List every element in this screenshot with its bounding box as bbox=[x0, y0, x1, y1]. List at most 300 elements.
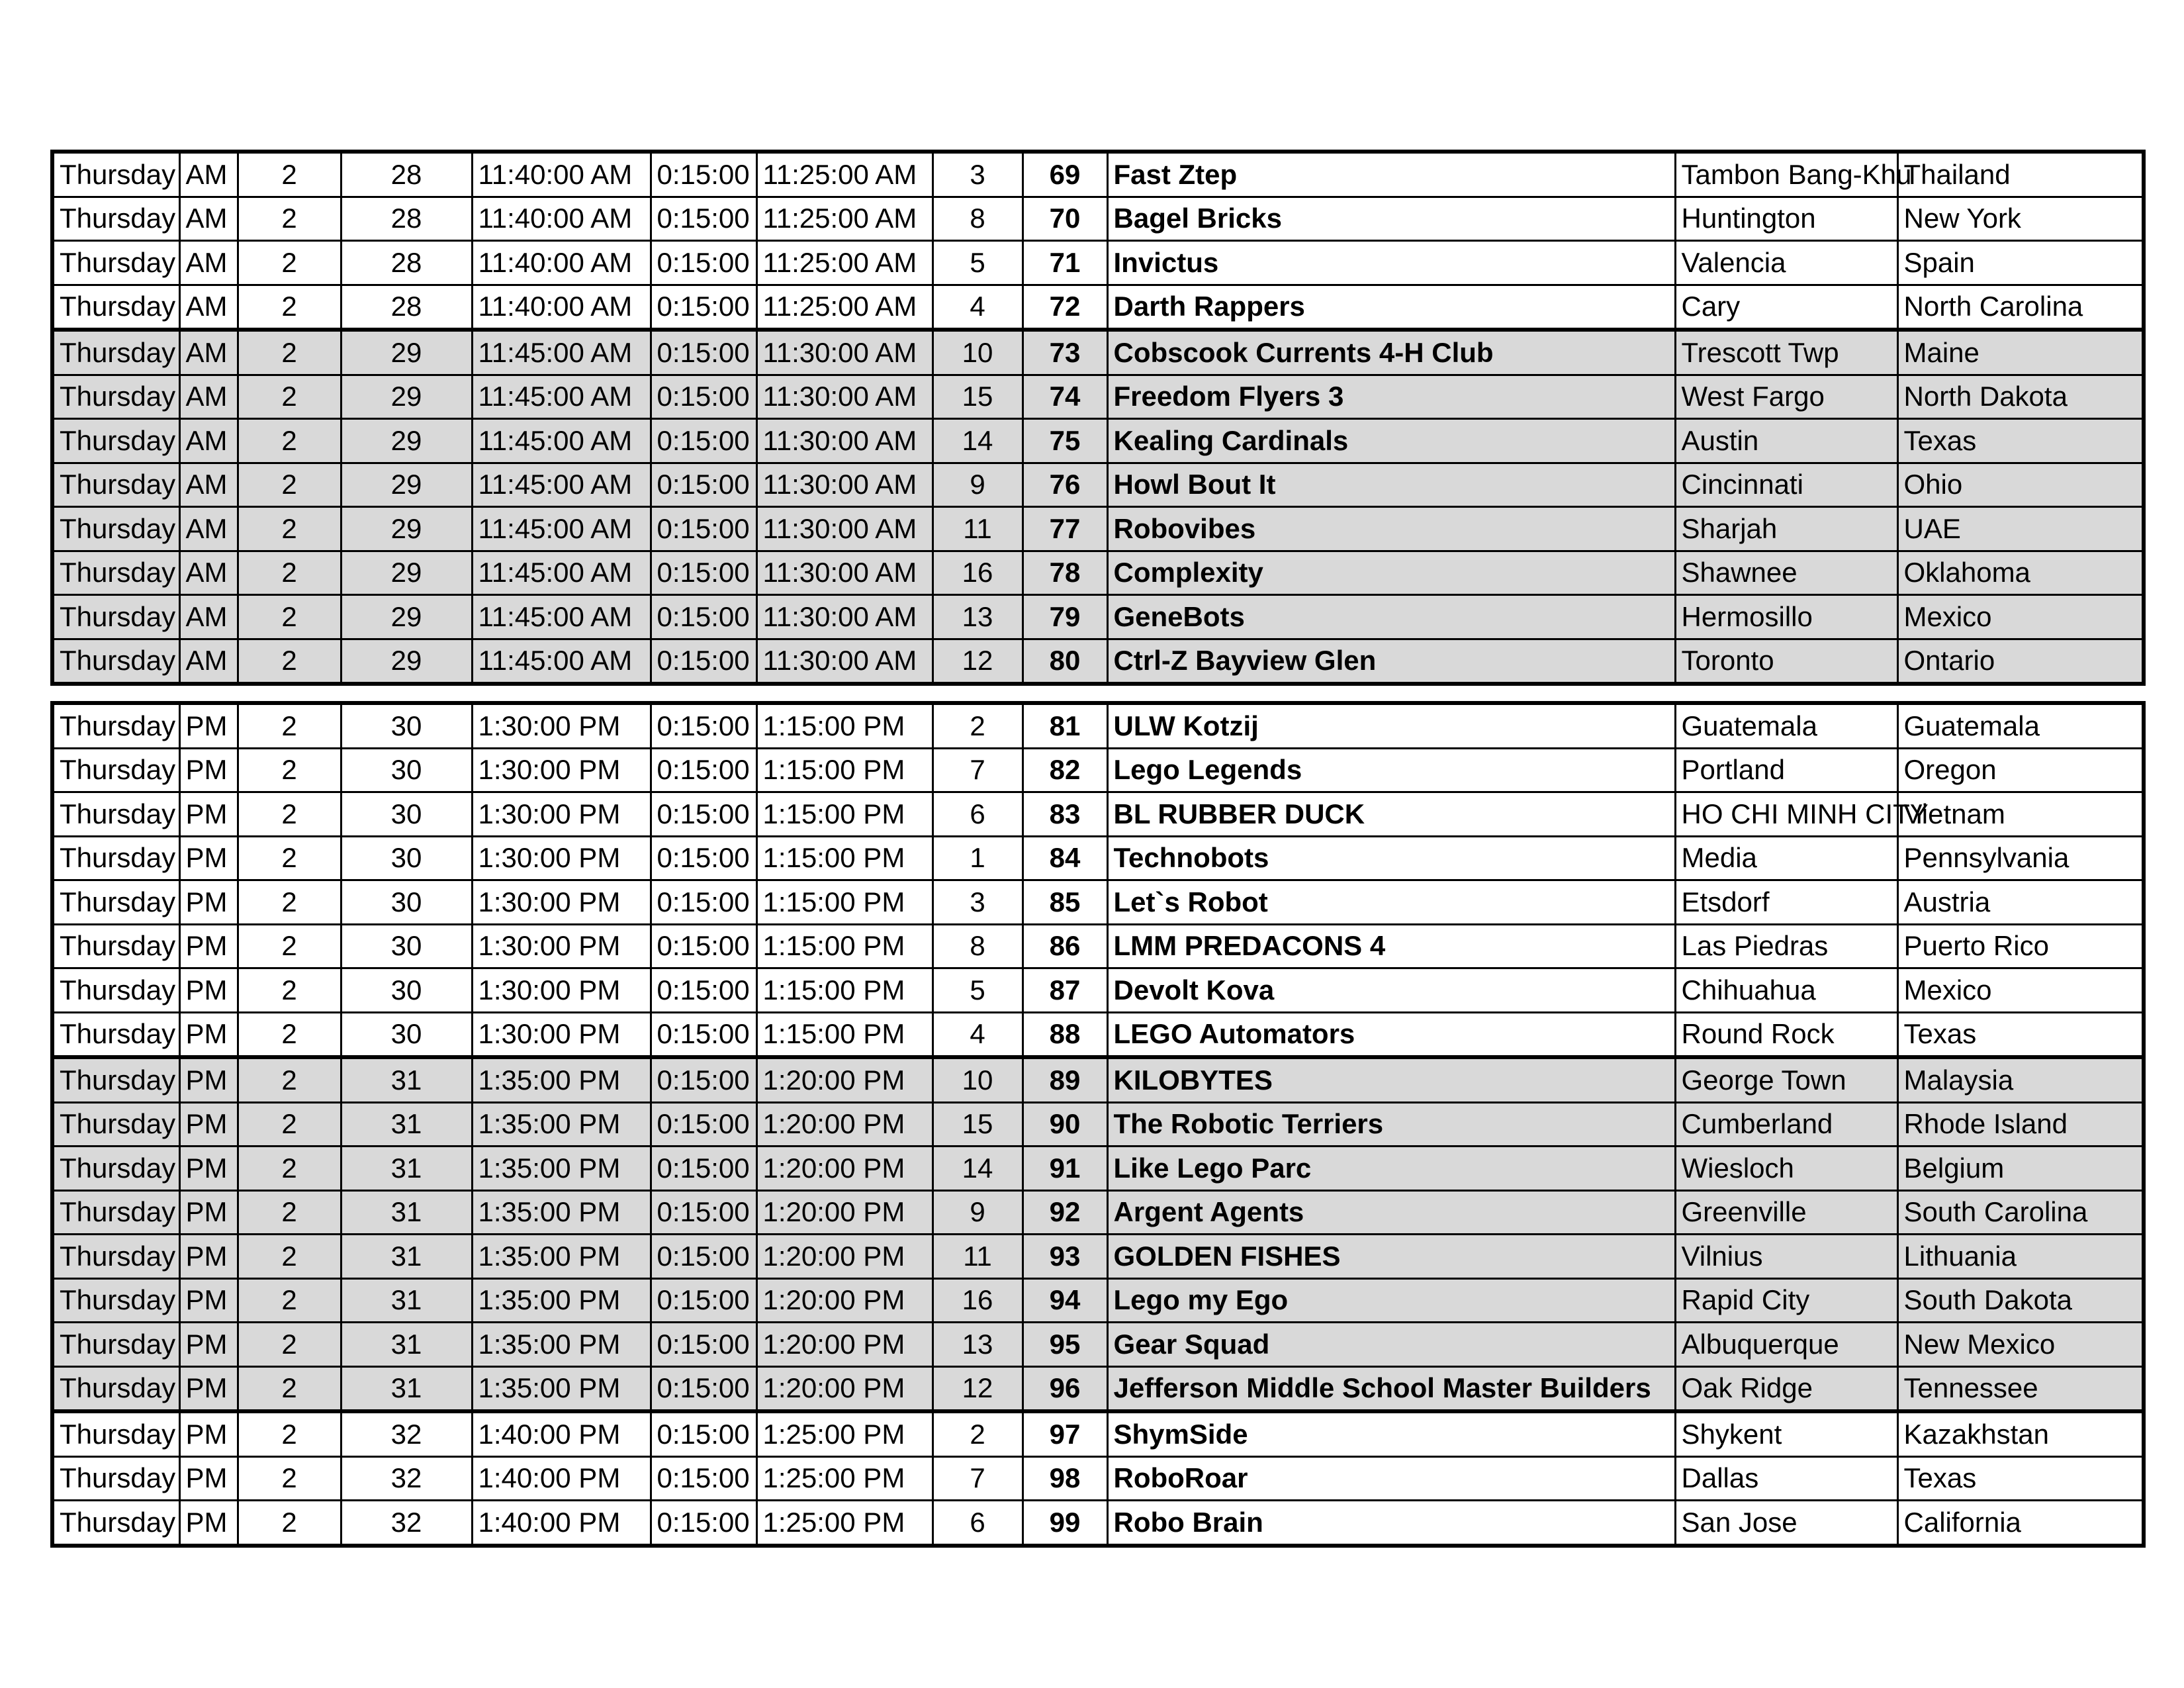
match-number-cell: 94 bbox=[1023, 1278, 1107, 1323]
team-name-cell: The Robotic Terriers bbox=[1107, 1102, 1675, 1147]
region-cell: Mexico bbox=[1897, 968, 2144, 1013]
time-cell: 1:35:00 PM bbox=[472, 1323, 651, 1367]
round-cell: 2 bbox=[238, 1190, 341, 1235]
duration-cell: 0:15:00 bbox=[651, 1235, 756, 1279]
start-cell: 11:25:00 AM bbox=[756, 152, 933, 197]
session-cell: AM bbox=[179, 639, 238, 684]
table-row bbox=[52, 1366, 2144, 1411]
city-cell: Shykent bbox=[1675, 1411, 1897, 1456]
city-cell: West Fargo bbox=[1675, 375, 1897, 419]
start-cell: 1:20:00 PM bbox=[756, 1190, 933, 1235]
round-cell: 2 bbox=[238, 924, 341, 968]
duration-cell: 0:15:00 bbox=[651, 792, 756, 837]
start-cell: 1:15:00 PM bbox=[756, 968, 933, 1013]
region-cell: Pennsylvania bbox=[1897, 836, 2144, 880]
table-cell: 7 bbox=[933, 1456, 1023, 1501]
city-cell: HO CHI MINH CITY bbox=[1675, 792, 1897, 837]
match-number-cell: 76 bbox=[1023, 463, 1107, 507]
table-row bbox=[52, 1323, 2144, 1367]
table-row bbox=[52, 197, 2144, 241]
table-cell: 3 bbox=[933, 880, 1023, 925]
match-number-cell: 91 bbox=[1023, 1147, 1107, 1191]
city-cell: Media bbox=[1675, 836, 1897, 880]
session-cell: PM bbox=[179, 1147, 238, 1191]
team-name-cell: Like Lego Parc bbox=[1107, 1147, 1675, 1191]
table-cell: 8 bbox=[933, 924, 1023, 968]
match-number-cell: 84 bbox=[1023, 836, 1107, 880]
table-row bbox=[52, 1102, 2144, 1147]
slot-cell: 30 bbox=[341, 748, 472, 792]
match-number-cell: 79 bbox=[1023, 595, 1107, 639]
city-cell: Cary bbox=[1675, 285, 1897, 330]
session-cell: PM bbox=[179, 1456, 238, 1501]
slot-cell: 31 bbox=[341, 1102, 472, 1147]
slot-cell: 28 bbox=[341, 241, 472, 285]
start-cell: 11:25:00 AM bbox=[756, 241, 933, 285]
session-cell: PM bbox=[179, 1501, 238, 1546]
duration-cell: 0:15:00 bbox=[651, 507, 756, 551]
round-cell: 2 bbox=[238, 197, 341, 241]
slot-cell: 29 bbox=[341, 330, 472, 375]
time-cell: 11:45:00 AM bbox=[472, 507, 651, 551]
round-cell: 2 bbox=[238, 1501, 341, 1546]
match-number-cell: 88 bbox=[1023, 1012, 1107, 1057]
table-cell: 13 bbox=[933, 595, 1023, 639]
table-cell: 16 bbox=[933, 1278, 1023, 1323]
city-cell: Trescott Twp bbox=[1675, 330, 1897, 375]
session-cell: PM bbox=[179, 1012, 238, 1057]
day-cell: Thursday bbox=[52, 1147, 179, 1191]
team-name-cell: Kealing Cardinals bbox=[1107, 419, 1675, 463]
slot-cell: 30 bbox=[341, 703, 472, 748]
day-cell: Thursday bbox=[52, 507, 179, 551]
table-row bbox=[52, 968, 2144, 1013]
slot-cell: 30 bbox=[341, 1012, 472, 1057]
match-number-cell: 81 bbox=[1023, 703, 1107, 748]
city-cell: Wiesloch bbox=[1675, 1147, 1897, 1191]
city-cell: Portland bbox=[1675, 748, 1897, 792]
time-cell: 1:40:00 PM bbox=[472, 1456, 651, 1501]
duration-cell: 0:15:00 bbox=[651, 152, 756, 197]
table-row bbox=[52, 748, 2144, 792]
table-cell: 14 bbox=[933, 419, 1023, 463]
team-name-cell: Argent Agents bbox=[1107, 1190, 1675, 1235]
region-cell: Maine bbox=[1897, 330, 2144, 375]
day-cell: Thursday bbox=[52, 1235, 179, 1279]
day-cell: Thursday bbox=[52, 241, 179, 285]
region-cell: New Mexico bbox=[1897, 1323, 2144, 1367]
match-number-cell: 92 bbox=[1023, 1190, 1107, 1235]
table-cell: 12 bbox=[933, 1366, 1023, 1411]
day-cell: Thursday bbox=[52, 551, 179, 595]
city-cell: Cumberland bbox=[1675, 1102, 1897, 1147]
start-cell: 1:20:00 PM bbox=[756, 1366, 933, 1411]
table-cell: 3 bbox=[933, 152, 1023, 197]
round-cell: 2 bbox=[238, 463, 341, 507]
city-cell: George Town bbox=[1675, 1057, 1897, 1102]
match-number-cell: 97 bbox=[1023, 1411, 1107, 1456]
slot-cell: 29 bbox=[341, 639, 472, 684]
region-cell: Lithuania bbox=[1897, 1235, 2144, 1279]
city-cell: Shawnee bbox=[1675, 551, 1897, 595]
table-row bbox=[52, 880, 2144, 925]
session-cell: PM bbox=[179, 792, 238, 837]
team-name-cell: Howl Bout It bbox=[1107, 463, 1675, 507]
table-row bbox=[52, 152, 2144, 197]
region-cell: Belgium bbox=[1897, 1147, 2144, 1191]
duration-cell: 0:15:00 bbox=[651, 968, 756, 1013]
day-cell: Thursday bbox=[52, 792, 179, 837]
team-name-cell: Robovibes bbox=[1107, 507, 1675, 551]
region-cell: Ohio bbox=[1897, 463, 2144, 507]
table-cell: 15 bbox=[933, 375, 1023, 419]
start-cell: 1:15:00 PM bbox=[756, 703, 933, 748]
session-cell: PM bbox=[179, 836, 238, 880]
day-cell: Thursday bbox=[52, 703, 179, 748]
team-name-cell: Lego Legends bbox=[1107, 748, 1675, 792]
city-cell: Austin bbox=[1675, 419, 1897, 463]
day-cell: Thursday bbox=[52, 1411, 179, 1456]
session-cell: PM bbox=[179, 1057, 238, 1102]
slot-cell: 29 bbox=[341, 551, 472, 595]
table-cell: 12 bbox=[933, 639, 1023, 684]
match-number-cell: 99 bbox=[1023, 1501, 1107, 1546]
round-cell: 2 bbox=[238, 330, 341, 375]
table-row bbox=[52, 792, 2144, 837]
slot-cell: 31 bbox=[341, 1323, 472, 1367]
day-cell: Thursday bbox=[52, 197, 179, 241]
team-name-cell: LMM PREDACONS 4 bbox=[1107, 924, 1675, 968]
session-cell: AM bbox=[179, 241, 238, 285]
session-cell: AM bbox=[179, 463, 238, 507]
city-cell: Huntington bbox=[1675, 197, 1897, 241]
session-cell: PM bbox=[179, 1190, 238, 1235]
city-cell: Albuquerque bbox=[1675, 1323, 1897, 1367]
slot-cell: 31 bbox=[341, 1366, 472, 1411]
region-cell: New York bbox=[1897, 197, 2144, 241]
round-cell: 2 bbox=[238, 241, 341, 285]
match-number-cell: 77 bbox=[1023, 507, 1107, 551]
duration-cell: 0:15:00 bbox=[651, 1147, 756, 1191]
match-number-cell: 98 bbox=[1023, 1456, 1107, 1501]
start-cell: 11:30:00 AM bbox=[756, 551, 933, 595]
session-cell: PM bbox=[179, 1102, 238, 1147]
match-number-cell: 80 bbox=[1023, 639, 1107, 684]
round-cell: 2 bbox=[238, 285, 341, 330]
slot-cell: 29 bbox=[341, 463, 472, 507]
round-cell: 2 bbox=[238, 507, 341, 551]
duration-cell: 0:15:00 bbox=[651, 1278, 756, 1323]
start-cell: 1:20:00 PM bbox=[756, 1102, 933, 1147]
session-cell: PM bbox=[179, 880, 238, 925]
day-cell: Thursday bbox=[52, 1190, 179, 1235]
team-name-cell: Technobots bbox=[1107, 836, 1675, 880]
region-cell: Rhode Island bbox=[1897, 1102, 2144, 1147]
duration-cell: 0:15:00 bbox=[651, 375, 756, 419]
session-cell: AM bbox=[179, 595, 238, 639]
time-cell: 1:35:00 PM bbox=[472, 1057, 651, 1102]
duration-cell: 0:15:00 bbox=[651, 463, 756, 507]
team-name-cell: Let`s Robot bbox=[1107, 880, 1675, 925]
slot-cell: 30 bbox=[341, 968, 472, 1013]
city-cell: Rapid City bbox=[1675, 1278, 1897, 1323]
slot-cell: 32 bbox=[341, 1411, 472, 1456]
time-cell: 1:30:00 PM bbox=[472, 748, 651, 792]
round-cell: 2 bbox=[238, 1366, 341, 1411]
time-cell: 1:30:00 PM bbox=[472, 1012, 651, 1057]
duration-cell: 0:15:00 bbox=[651, 703, 756, 748]
round-cell: 2 bbox=[238, 748, 341, 792]
round-cell: 2 bbox=[238, 1278, 341, 1323]
duration-cell: 0:15:00 bbox=[651, 419, 756, 463]
start-cell: 11:30:00 AM bbox=[756, 330, 933, 375]
table-cell: 6 bbox=[933, 792, 1023, 837]
duration-cell: 0:15:00 bbox=[651, 880, 756, 925]
team-name-cell: Gear Squad bbox=[1107, 1323, 1675, 1367]
slot-cell: 32 bbox=[341, 1501, 472, 1546]
time-cell: 11:40:00 AM bbox=[472, 285, 651, 330]
time-cell: 11:45:00 AM bbox=[472, 639, 651, 684]
match-number-cell: 85 bbox=[1023, 880, 1107, 925]
region-cell: South Dakota bbox=[1897, 1278, 2144, 1323]
duration-cell: 0:15:00 bbox=[651, 1411, 756, 1456]
table-cell: 5 bbox=[933, 241, 1023, 285]
time-cell: 11:40:00 AM bbox=[472, 241, 651, 285]
team-name-cell: Freedom Flyers 3 bbox=[1107, 375, 1675, 419]
team-name-cell: Bagel Bricks bbox=[1107, 197, 1675, 241]
table-row bbox=[52, 1190, 2144, 1235]
region-cell: South Carolina bbox=[1897, 1190, 2144, 1235]
region-cell: Oklahoma bbox=[1897, 551, 2144, 595]
start-cell: 1:20:00 PM bbox=[756, 1323, 933, 1367]
slot-cell: 28 bbox=[341, 285, 472, 330]
table-cell: 9 bbox=[933, 463, 1023, 507]
team-name-cell: LEGO Automators bbox=[1107, 1012, 1675, 1057]
match-number-cell: 93 bbox=[1023, 1235, 1107, 1279]
slot-cell: 31 bbox=[341, 1235, 472, 1279]
table-row bbox=[52, 330, 2144, 375]
match-number-cell: 71 bbox=[1023, 241, 1107, 285]
match-number-cell: 87 bbox=[1023, 968, 1107, 1013]
session-cell: AM bbox=[179, 419, 238, 463]
duration-cell: 0:15:00 bbox=[651, 836, 756, 880]
team-name-cell: RoboRoar bbox=[1107, 1456, 1675, 1501]
session-cell: AM bbox=[179, 330, 238, 375]
region-cell: Texas bbox=[1897, 419, 2144, 463]
slot-cell: 30 bbox=[341, 792, 472, 837]
time-cell: 1:30:00 PM bbox=[472, 792, 651, 837]
team-name-cell: Darth Rappers bbox=[1107, 285, 1675, 330]
region-cell: Texas bbox=[1897, 1456, 2144, 1501]
round-cell: 2 bbox=[238, 1456, 341, 1501]
table-row bbox=[52, 507, 2144, 551]
team-name-cell: Cobscook Currents 4-H Club bbox=[1107, 330, 1675, 375]
table-row bbox=[52, 1411, 2144, 1456]
table-cell: 5 bbox=[933, 968, 1023, 1013]
table-row bbox=[52, 1012, 2144, 1057]
table-row bbox=[52, 639, 2144, 684]
day-cell: Thursday bbox=[52, 1323, 179, 1367]
city-cell: Chihuahua bbox=[1675, 968, 1897, 1013]
region-cell: North Carolina bbox=[1897, 285, 2144, 330]
team-name-cell: GeneBots bbox=[1107, 595, 1675, 639]
time-cell: 1:35:00 PM bbox=[472, 1235, 651, 1279]
table-row bbox=[52, 1456, 2144, 1501]
table-cell: 11 bbox=[933, 1235, 1023, 1279]
match-number-cell: 73 bbox=[1023, 330, 1107, 375]
slot-cell: 29 bbox=[341, 595, 472, 639]
city-cell: Etsdorf bbox=[1675, 880, 1897, 925]
match-number-cell: 82 bbox=[1023, 748, 1107, 792]
team-name-cell: Robo Brain bbox=[1107, 1501, 1675, 1546]
start-cell: 1:15:00 PM bbox=[756, 880, 933, 925]
session-cell: PM bbox=[179, 1366, 238, 1411]
table-cell: 7 bbox=[933, 748, 1023, 792]
time-cell: 1:30:00 PM bbox=[472, 924, 651, 968]
match-number-cell: 72 bbox=[1023, 285, 1107, 330]
region-cell: Spain bbox=[1897, 241, 2144, 285]
start-cell: 11:25:00 AM bbox=[756, 285, 933, 330]
city-cell: Valencia bbox=[1675, 241, 1897, 285]
table-row bbox=[52, 419, 2144, 463]
time-cell: 11:40:00 AM bbox=[472, 152, 651, 197]
schedule-table-pm bbox=[50, 701, 2146, 1548]
round-cell: 2 bbox=[238, 1147, 341, 1191]
day-cell: Thursday bbox=[52, 330, 179, 375]
city-cell: Oak Ridge bbox=[1675, 1366, 1897, 1411]
time-cell: 1:35:00 PM bbox=[472, 1278, 651, 1323]
session-cell: PM bbox=[179, 924, 238, 968]
team-name-cell: Invictus bbox=[1107, 241, 1675, 285]
slot-cell: 29 bbox=[341, 419, 472, 463]
start-cell: 11:30:00 AM bbox=[756, 463, 933, 507]
round-cell: 2 bbox=[238, 551, 341, 595]
region-cell: Oregon bbox=[1897, 748, 2144, 792]
schedule-table-am bbox=[50, 150, 2146, 686]
start-cell: 1:20:00 PM bbox=[756, 1278, 933, 1323]
region-cell: California bbox=[1897, 1501, 2144, 1546]
day-cell: Thursday bbox=[52, 1501, 179, 1546]
table-row bbox=[52, 375, 2144, 419]
session-cell: PM bbox=[179, 1235, 238, 1279]
city-cell: Tambon Bang-Khu bbox=[1675, 152, 1897, 197]
city-cell: Greenville bbox=[1675, 1190, 1897, 1235]
slot-cell: 30 bbox=[341, 836, 472, 880]
match-number-cell: 89 bbox=[1023, 1057, 1107, 1102]
round-cell: 2 bbox=[238, 1235, 341, 1279]
team-name-cell: Jefferson Middle School Master Builders bbox=[1107, 1366, 1675, 1411]
session-cell: AM bbox=[179, 197, 238, 241]
duration-cell: 0:15:00 bbox=[651, 197, 756, 241]
start-cell: 11:30:00 AM bbox=[756, 375, 933, 419]
round-cell: 2 bbox=[238, 375, 341, 419]
day-cell: Thursday bbox=[52, 152, 179, 197]
time-cell: 1:30:00 PM bbox=[472, 968, 651, 1013]
day-cell: Thursday bbox=[52, 836, 179, 880]
day-cell: Thursday bbox=[52, 595, 179, 639]
day-cell: Thursday bbox=[52, 924, 179, 968]
match-number-cell: 69 bbox=[1023, 152, 1107, 197]
slot-cell: 28 bbox=[341, 152, 472, 197]
table-row bbox=[52, 836, 2144, 880]
session-cell: AM bbox=[179, 375, 238, 419]
day-cell: Thursday bbox=[52, 463, 179, 507]
time-cell: 1:35:00 PM bbox=[472, 1190, 651, 1235]
start-cell: 11:25:00 AM bbox=[756, 197, 933, 241]
round-cell: 2 bbox=[238, 968, 341, 1013]
duration-cell: 0:15:00 bbox=[651, 1366, 756, 1411]
duration-cell: 0:15:00 bbox=[651, 330, 756, 375]
match-number-cell: 83 bbox=[1023, 792, 1107, 837]
time-cell: 1:35:00 PM bbox=[472, 1366, 651, 1411]
day-cell: Thursday bbox=[52, 880, 179, 925]
start-cell: 1:25:00 PM bbox=[756, 1501, 933, 1546]
start-cell: 1:15:00 PM bbox=[756, 924, 933, 968]
region-cell: Tennessee bbox=[1897, 1366, 2144, 1411]
duration-cell: 0:15:00 bbox=[651, 1190, 756, 1235]
city-cell: San Jose bbox=[1675, 1501, 1897, 1546]
start-cell: 1:15:00 PM bbox=[756, 748, 933, 792]
slot-cell: 29 bbox=[341, 375, 472, 419]
table-row bbox=[52, 1057, 2144, 1102]
slot-cell: 28 bbox=[341, 197, 472, 241]
city-cell: Cincinnati bbox=[1675, 463, 1897, 507]
duration-cell: 0:15:00 bbox=[651, 639, 756, 684]
duration-cell: 0:15:00 bbox=[651, 1057, 756, 1102]
duration-cell: 0:15:00 bbox=[651, 1102, 756, 1147]
match-number-cell: 75 bbox=[1023, 419, 1107, 463]
team-name-cell: KILOBYTES bbox=[1107, 1057, 1675, 1102]
time-cell: 11:45:00 AM bbox=[472, 463, 651, 507]
day-cell: Thursday bbox=[52, 285, 179, 330]
time-cell: 11:40:00 AM bbox=[472, 197, 651, 241]
day-cell: Thursday bbox=[52, 748, 179, 792]
city-cell: Dallas bbox=[1675, 1456, 1897, 1501]
day-cell: Thursday bbox=[52, 1012, 179, 1057]
duration-cell: 0:15:00 bbox=[651, 285, 756, 330]
round-cell: 2 bbox=[238, 880, 341, 925]
team-name-cell: BL RUBBER DUCK bbox=[1107, 792, 1675, 837]
time-cell: 1:30:00 PM bbox=[472, 703, 651, 748]
round-cell: 2 bbox=[238, 152, 341, 197]
round-cell: 2 bbox=[238, 1057, 341, 1102]
region-cell: Austria bbox=[1897, 880, 2144, 925]
start-cell: 11:30:00 AM bbox=[756, 507, 933, 551]
table-cell: 10 bbox=[933, 1057, 1023, 1102]
region-cell: Texas bbox=[1897, 1012, 2144, 1057]
session-cell: PM bbox=[179, 1278, 238, 1323]
region-cell: Vietnam bbox=[1897, 792, 2144, 837]
round-cell: 2 bbox=[238, 1411, 341, 1456]
team-name-cell: Devolt Kova bbox=[1107, 968, 1675, 1013]
table-cell: 16 bbox=[933, 551, 1023, 595]
city-cell: Las Piedras bbox=[1675, 924, 1897, 968]
city-cell: Guatemala bbox=[1675, 703, 1897, 748]
team-name-cell: Fast Ztep bbox=[1107, 152, 1675, 197]
day-cell: Thursday bbox=[52, 1366, 179, 1411]
duration-cell: 0:15:00 bbox=[651, 1456, 756, 1501]
region-cell: UAE bbox=[1897, 507, 2144, 551]
start-cell: 1:15:00 PM bbox=[756, 836, 933, 880]
region-cell: Mexico bbox=[1897, 595, 2144, 639]
start-cell: 1:15:00 PM bbox=[756, 1012, 933, 1057]
session-cell: PM bbox=[179, 703, 238, 748]
day-cell: Thursday bbox=[52, 375, 179, 419]
region-cell: Ontario bbox=[1897, 639, 2144, 684]
time-cell: 11:45:00 AM bbox=[472, 595, 651, 639]
start-cell: 1:20:00 PM bbox=[756, 1235, 933, 1279]
start-cell: 1:20:00 PM bbox=[756, 1057, 933, 1102]
